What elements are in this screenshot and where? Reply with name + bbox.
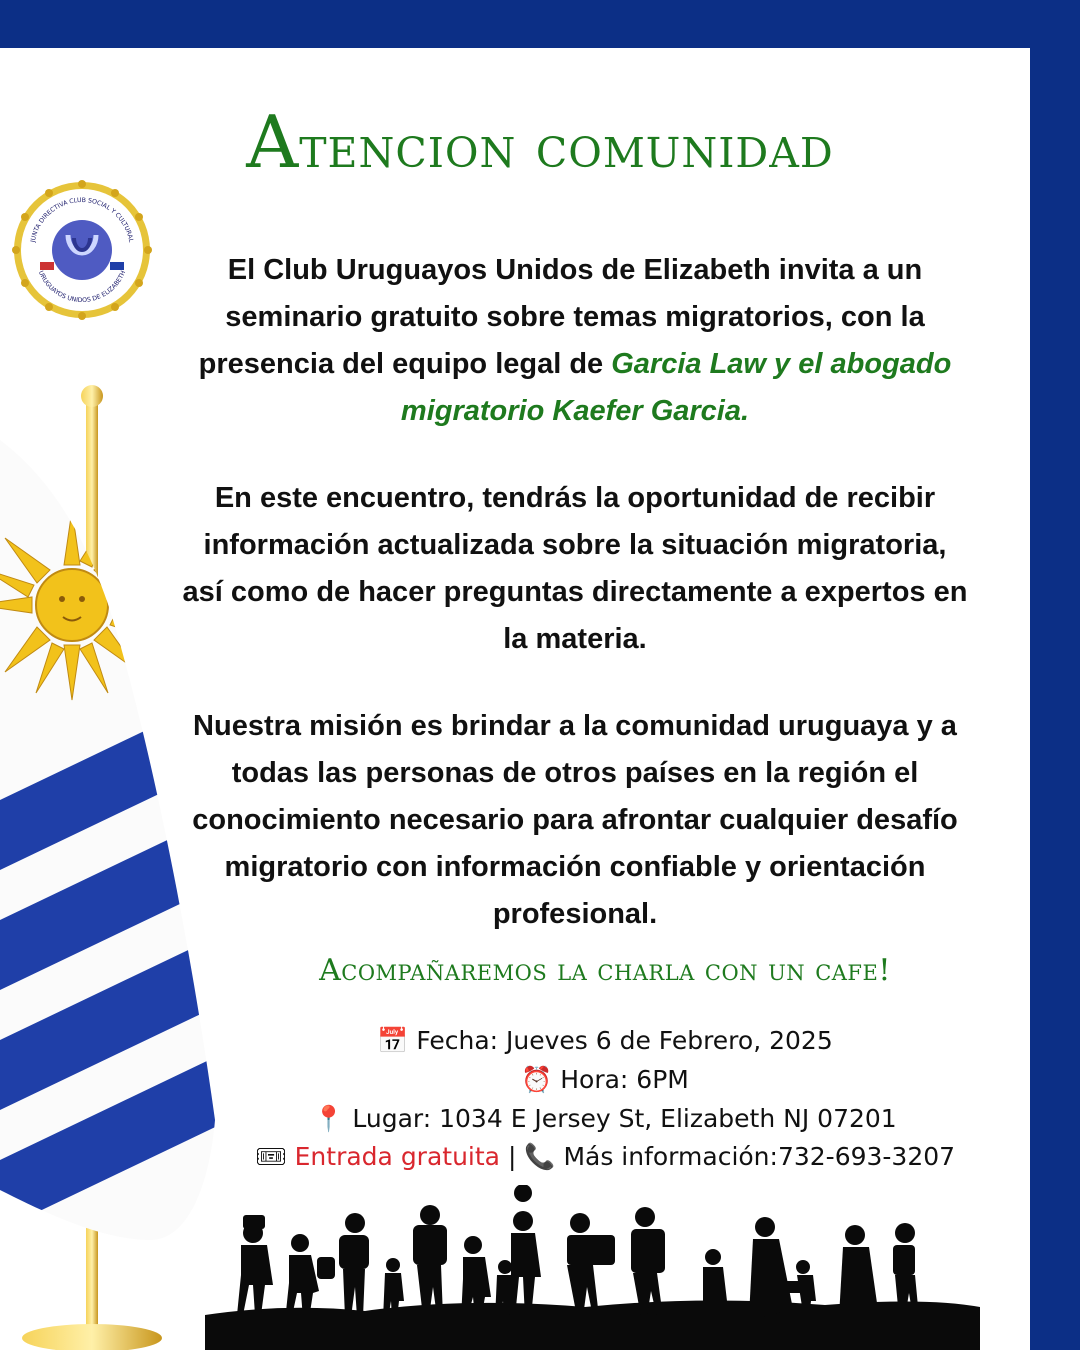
pin-icon: 📍 [313, 1104, 345, 1133]
frame-top-border [0, 0, 1080, 48]
svg-text:JUNTA DIRECTIVA CLUB SOCIAL Y: JUNTA DIRECTIVA CLUB SOCIAL Y CULTURAL [29, 196, 135, 243]
frame-right-border [1030, 0, 1080, 1350]
alarm-clock-icon: ⏰ [521, 1065, 553, 1094]
svg-text:URUGUAYOS UNIDOS DE ELIZABETH: URUGUAYOS UNIDOS DE ELIZABETH [36, 269, 128, 305]
location-line: 📍 Lugar: 1034 E Jersey St, Elizabeth NJ 07201 [313, 1104, 897, 1133]
page-title: Atencion comunidad [246, 100, 834, 184]
migrants-silhouette [205, 1185, 980, 1350]
club-logo [12, 180, 152, 320]
phone-icon: 📞 [524, 1142, 556, 1171]
ticket-icon: 🎟 [254, 1142, 287, 1171]
invitation-paragraph: El Club Uruguayos Unidos de Elizabeth invita a un seminario gratuito sobre temas migratorios, con la presencia del equipo legal de Garcia Law y el abogado migratorio Kaefer Garcia. [198, 254, 952, 427]
time-line: ⏰ Hora: 6PM [521, 1065, 689, 1094]
mission-paragraph: Nuestra misión es brindar a la comunidad uruguaya y a todas las personas de otros países en la región el conocimiento necesario para afrontar cualquier desafío migratorio con información confiable y orientación profesional. [192, 710, 958, 930]
coffee-heading: Acompañaremos la charla con un cafe! [319, 953, 891, 988]
entry-contact-line: 🎟 Entrada gratuita | 📞 Más información:732-693-3207 [254, 1142, 956, 1171]
encounter-paragraph: En este encuentro, tendrás la oportunidad de recibir información actualizada sobre la situación migratoria, así como de hacer preguntas directamente a expertos en la materia. [182, 482, 968, 655]
date-line: 📅 Fecha: Jueves 6 de Febrero, 2025 [377, 1026, 833, 1055]
calendar-icon: 📅 [377, 1026, 409, 1055]
garcia-law-highlight: Garcia Law y el abogado migratorio Kaefer Garcia. [400, 348, 952, 427]
free-entry-label: Entrada gratuita [294, 1142, 500, 1171]
